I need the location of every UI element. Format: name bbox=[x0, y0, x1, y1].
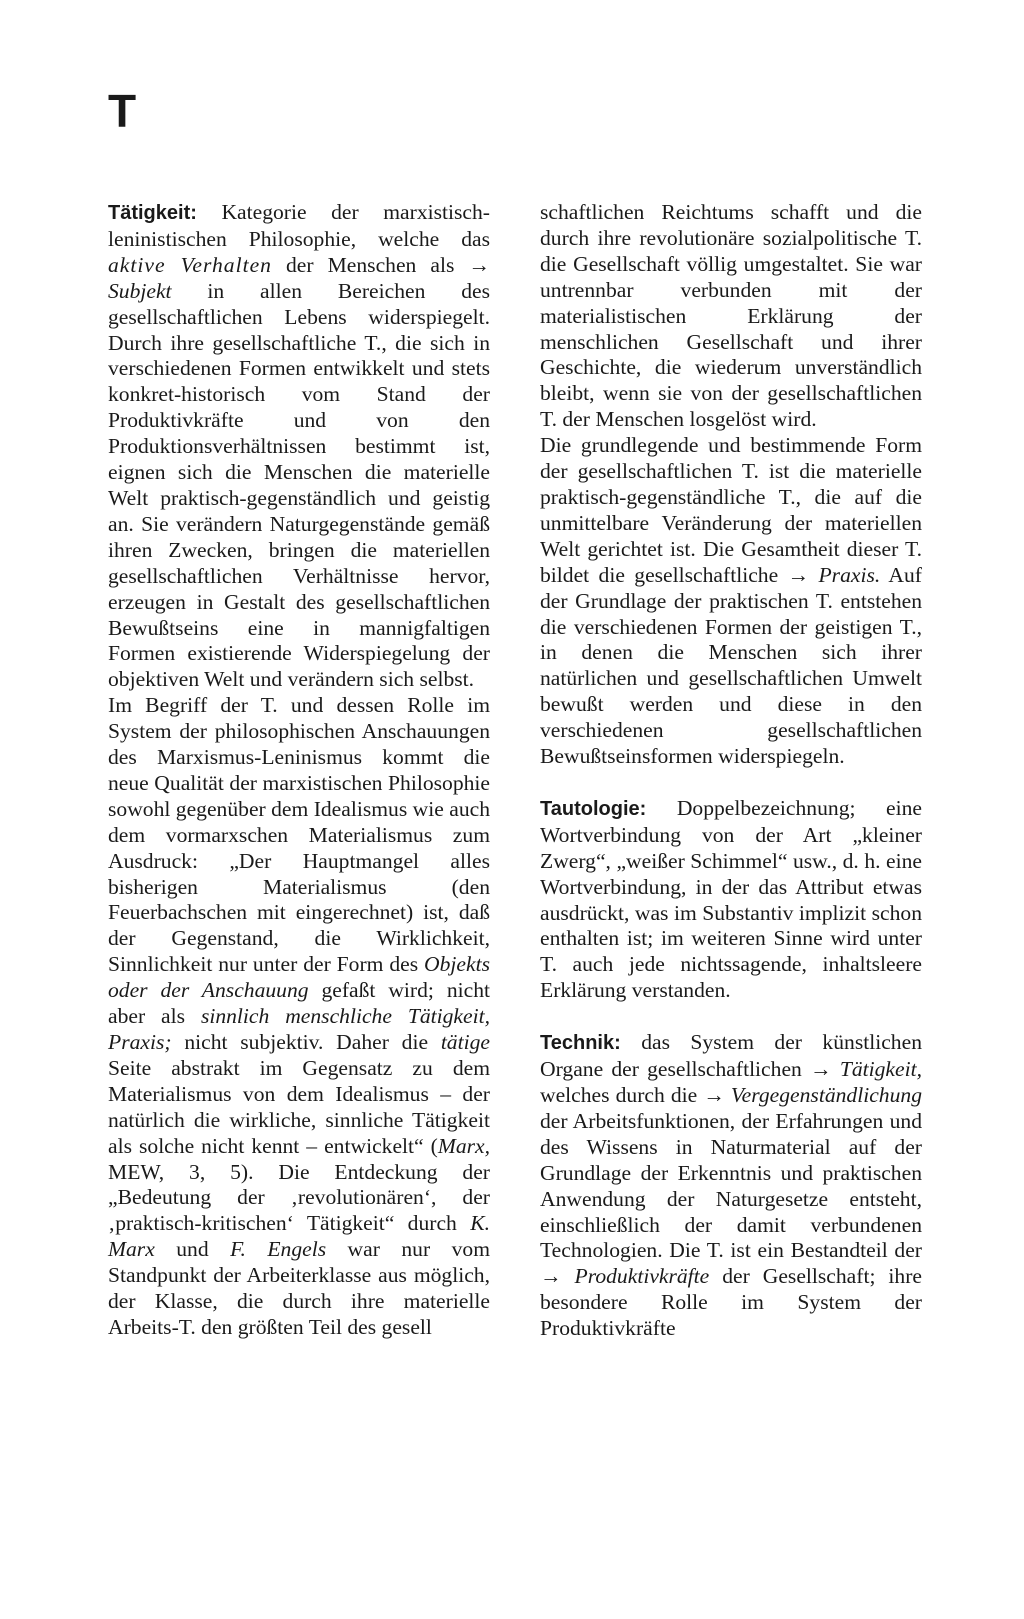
cross-reference-praxis: Praxis. bbox=[818, 562, 881, 587]
text-run: schaftlichen Reichtums schafft und die durch ihre revolutionäre sozialpolitische T. die Gesellschaft völlig umgestaltet. Sie war untrennbar verbunden mit der materialistischen Erklärung der menschlichen Gesellschaft und ihrer Geschichte, die wiederum unverständlich bleibt, wenn sie von der gesellschaftlichen T. der Menschen losgelöst wird. bbox=[540, 200, 922, 432]
text-run: nicht subjektiv. Daher die bbox=[171, 1030, 441, 1054]
entry-tautologie bbox=[540, 796, 922, 1004]
text-run: Auf der Grundlage der praktischen T. entstehen die verschiedenen Formen der geistigen T., in denen die Menschen sich ihrer natürlichen und gesellschaftlichen Umwelt bewußt werden und diese in den verschiedenen gesellschaftlichen Bewußtseinsformen widerspiegeln. bbox=[540, 562, 922, 769]
right-column bbox=[540, 200, 922, 1342]
text-run: der Gesellschaft; ihre besondere Rolle im System der Produktivkräfte bbox=[540, 1264, 922, 1341]
author-name: K. Marx bbox=[108, 1211, 490, 1262]
text-run: welches durch die → bbox=[540, 1083, 731, 1107]
text-run: und bbox=[154, 1237, 231, 1262]
section-letter: T bbox=[108, 85, 137, 137]
emphasis-text: sinnlich menschliche Tätigkeit, Praxis; bbox=[108, 1004, 490, 1054]
cross-reference-vergegenstaendlichung: Vergegenständlichung bbox=[730, 1083, 922, 1107]
entry-taetigkeit-paragraph-4 bbox=[540, 433, 922, 770]
text-run: Die grundlegende und bestimmende Form der gesellschaftlichen T. ist die materielle praktisch-gegenständliche T., die auf die unmittelbare Veränderung der materiellen Welt gerichtet ist. Die Gesamtheit dieser T. bildet die gesellschaftliche → bbox=[540, 433, 922, 587]
entry-taetigkeit-paragraph-2 bbox=[108, 693, 490, 1341]
entry-term-taetigkeit: Tätigkeit: bbox=[108, 202, 197, 224]
text-run: der Arbeitsfunktionen, der Erfahrungen und des Wissens in Naturmaterial auf der Grundlage der Erkenntnis und praktischen Anwendung der Naturgesetze entsteht, einschließlich der damit verbundenen Technologien. Die T. ist ein Bestandteil der → bbox=[540, 1108, 922, 1289]
text-run: war nur vom Standpunkt der Arbeiterklasse aus möglich, der Klasse, die durch ihre materielle Arbeits-T. den größten Teil des gesell bbox=[108, 1237, 490, 1339]
entry-term-tautologie: Tautologie: bbox=[540, 797, 647, 820]
text-run: gefaßt wird; nicht aber als bbox=[108, 978, 491, 1029]
entry-technik bbox=[540, 1030, 922, 1342]
entry-taetigkeit-paragraph-3 bbox=[540, 200, 922, 433]
text-run: Im Begriff der T. und dessen Rolle im System der philosophischen Anschauungen des Marxismus-Leninismus kommt die neue Qualität der marxistischen Philosophie sowohl gegenüber dem Idealismus wie auch dem vormarxschen Materialismus zum Ausdruck: „Der Hauptmangel alles bisherigen Materialismus (den Feuerbachschen mit eingerechnet) ist, daß der Gegenstand, die Wirklichkeit, Sinnlichkeit nur unter der Form des bbox=[108, 693, 490, 977]
text-run: der Menschen als → bbox=[271, 252, 490, 277]
text-run: Seite abstrakt im Gegensatz zu dem Materialismus von dem Idealismus – der natürlich die wirkliche, sinnliche Tätigkeit als solche nicht kennt – entwickelt“ ( bbox=[108, 1055, 490, 1158]
left-column bbox=[108, 200, 490, 1341]
cross-reference-subjekt: Subjekt bbox=[108, 278, 172, 303]
text-run: das System der künstlichen Organe der gesellschaftlichen → bbox=[540, 1030, 922, 1082]
author-name: Marx, bbox=[437, 1133, 490, 1158]
cross-reference-taetigkeit: Tätigkeit, bbox=[839, 1057, 922, 1082]
entry-taetigkeit-paragraph-1 bbox=[108, 200, 490, 693]
text-run: in allen Bereichen des gesellschaftlichen Lebens widerspiegelt. Durch ihre gesellschaftliche T., die sich in verschiedenen Formen entwikkelt und stets konkret-historisch vom Stand der Produktivkräfte und von den Produktionsverhältnissen bestimmt ist, eignen sich die Menschen die materielle Welt praktisch-gegenständlich und geistig an. Sie verändern Naturgegenstände gemäß ihren Zwecken, bringen die materiellen gesellschaftlichen Verhältnisse hervor, erzeugen in Gestalt des gesellschaftlichen Bewußtseins eine in mannigfaltigen Formen existierende Widerspiegelung der objektiven Welt und verändern sich selbst. bbox=[108, 278, 490, 692]
emphasis-text: Objekts oder der Anschauung bbox=[108, 952, 490, 1003]
cross-reference-produktivkraefte: Produktivkräfte bbox=[574, 1264, 710, 1289]
text-run: MEW, 3, 5). Die Entdeckung der „Bedeutung der ‚revolutionären‘, der ‚praktisch-kritischen‘ Tätigkeit“ durch bbox=[108, 1159, 490, 1236]
author-name: F. Engels bbox=[230, 1237, 327, 1262]
entry-term-technik: Technik: bbox=[540, 1032, 621, 1055]
emphasis-text: tätige bbox=[440, 1030, 490, 1054]
text-run: Kategorie der marxistisch-leninistischen Philosophie, welche das bbox=[108, 200, 490, 251]
emphasis-text: aktive Verhalten bbox=[108, 252, 272, 277]
text-run: Doppelbezeichnung; eine Wortverbindung von der Art „kleiner Zwerg“, „weißer Schimmel“ usw., d. h. eine Wortverbindung, in der das Attribut etwas ausdrückt, was im Substantiv implizit schon enthalten ist; im weiteren Sinne wird unter T. auch jede nichtssagende, inhaltsleere Erklärung verstanden. bbox=[540, 795, 922, 1003]
